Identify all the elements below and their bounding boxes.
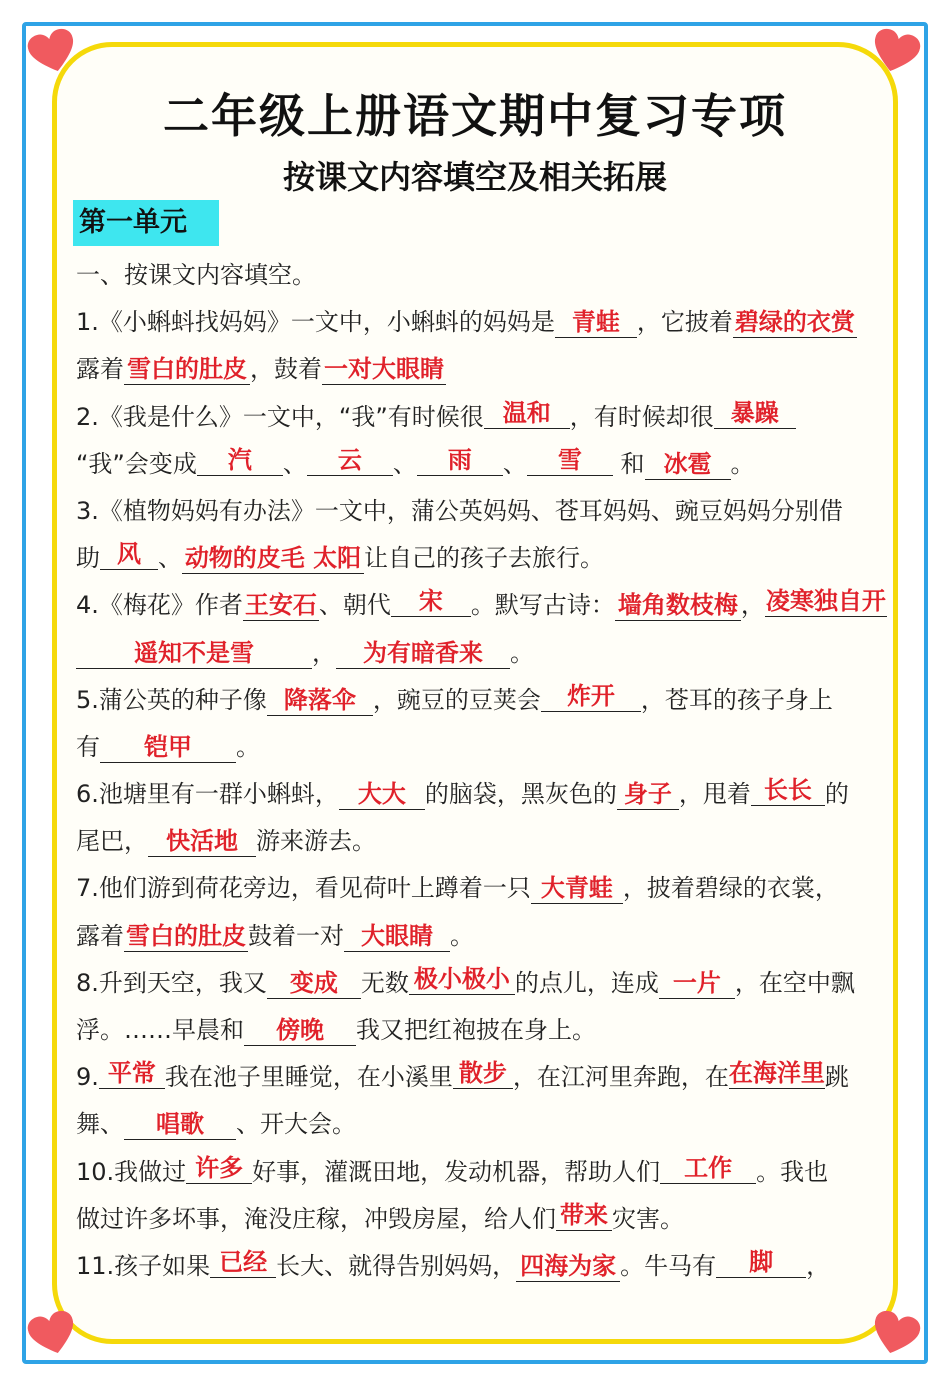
- answer-blank: 冰雹: [645, 449, 731, 480]
- question-5-line-2: 有 铠甲 。: [76, 732, 260, 761]
- question-7-line-2: 露着雪白的肚皮鼓着一对 大眼睛 。: [76, 921, 474, 950]
- answer-blank: 青蛙: [555, 307, 637, 338]
- question-5-line-1: 5.蒲公英的种子像 降落伞 ，豌豆的豆荚会 炸开 ，苍耳的孩子身上: [76, 681, 833, 714]
- answer-blank: 极小极小: [409, 964, 515, 995]
- question-9-line-2: 舞、 唱歌 、开大会。: [76, 1110, 356, 1139]
- question-4-line-2: 遥知不是雪 ， 为有暗香来 。: [76, 630, 898, 677]
- question-1-line-1: 1.《小蝌蚪找妈妈》一文中，小蝌蚪的妈妈是 青蛙 ，它披着碧绿的衣赏: [76, 308, 855, 337]
- answer-blank: 大青蛙: [531, 873, 623, 904]
- question-6-line-2: 尾巴， 快活地 游来游去。: [76, 827, 376, 856]
- answer-blank: 快活地: [148, 826, 256, 857]
- answer-blank: 动物的皮毛 太阳: [182, 543, 364, 574]
- answer-blank: 带来: [556, 1200, 612, 1231]
- page-title: 二年级上册语文期中复习专项: [163, 89, 787, 143]
- answer-blank: 碧绿的衣赏: [734, 308, 855, 337]
- answer-blank: 宋: [391, 586, 471, 617]
- answer-blank: 四海为家: [516, 1251, 620, 1282]
- page-subtitle: 按课文内容填空及相关拓展: [282, 158, 667, 196]
- answer-blank: 为有暗香来: [336, 638, 510, 669]
- answer-blank: 在海洋里: [728, 1059, 825, 1088]
- answer-blank: 铠甲: [100, 732, 236, 763]
- answer-blank: 长长: [751, 775, 825, 806]
- question-6-line-1: 6.池塘里有一群小蝌蚪， 大大 的脑袋，黑灰色的 身子 ，甩着 长长 的: [76, 776, 849, 809]
- question-2-line-1: 2.《我是什么》一文中，“我”有时候很 温和 ，有时候却很 暴躁: [76, 394, 898, 441]
- answer-blank: 雪白的肚皮: [124, 354, 250, 385]
- answer-blank: 凌寒独自开: [765, 587, 886, 616]
- question-10-line-2: 做过许多坏事，淹没庄稼，冲毁房屋，给人们 带来 灾害。: [76, 1200, 684, 1233]
- worksheet-content: [76, 252, 898, 1290]
- question-8-line-1: 8.升到天空，我又 变成 无数 极小极小 的点儿，连成 一片 ，在空中飘: [76, 964, 855, 997]
- question-10-line-1: 10.我做过 许多 好事，灌溉田地，发动机器，帮助人们 工作 。我也: [76, 1153, 829, 1186]
- question-3-line-2: 助 风 、 动物的皮毛 太阳 让自己的孩子去旅行。: [76, 540, 604, 573]
- answer-blank: 墙角数枝梅: [615, 590, 741, 621]
- answer-blank: 云: [307, 445, 393, 476]
- answer-blank: 傍晚: [244, 1015, 356, 1046]
- answer-blank: 遥知不是雪: [76, 638, 312, 669]
- question-8-line-2: 浮。……早晨和 傍晚 我又把红袍披在身上。: [76, 1016, 596, 1044]
- answer-blank: 炸开: [541, 681, 641, 712]
- answer-blank: 王安石: [244, 591, 317, 620]
- answer-blank: 雪: [527, 445, 613, 476]
- answer-blank: 工作: [660, 1153, 756, 1184]
- answer-blank: 唱歌: [124, 1109, 236, 1140]
- answer-blank: 一对大眼睛: [324, 355, 444, 384]
- question-3-line-1: 3.《植物妈妈有办法》一文中，蒲公英妈妈、苍耳妈妈、豌豆妈妈分别借: [76, 496, 843, 525]
- answer-blank: 身子: [617, 779, 679, 810]
- answer-blank: 暴躁: [714, 398, 796, 429]
- question-1-line-2: 露着 雪白的肚皮 ，鼓着一对大眼睛: [76, 355, 444, 384]
- answer-blank: 大大: [339, 779, 425, 810]
- answer-blank: 脚: [716, 1247, 806, 1278]
- answer-blank: 降落伞: [267, 685, 373, 716]
- answer-blank: 雨: [417, 445, 503, 476]
- question-7-line-1: 7.他们游到荷花旁边，看见荷叶上蹲着一只 大青蛙 ，披着碧绿的衣裳，: [76, 874, 839, 903]
- question-2-line-2: “我”会变成 汽 、 云 、 雨 、 雪 和 冰雹 。: [76, 445, 755, 478]
- answer-blank: 大眼睛: [344, 921, 450, 952]
- answer-blank: 雪白的肚皮: [126, 921, 246, 950]
- question-11-line-1: 11.孩子如果 已经 长大、就得告别妈妈， 四海为家 。牛马有 脚 ，: [76, 1247, 831, 1280]
- answer-blank: 风: [100, 539, 158, 570]
- answer-blank: 变成: [267, 968, 361, 999]
- question-4-line-1: 4.《梅花》作者王安石、朝代 宋 。默写古诗： 墙角数枝梅 ，凌寒独自开: [76, 587, 886, 620]
- answer-blank: 散步: [453, 1058, 513, 1089]
- answer-blank: 平常: [99, 1058, 165, 1089]
- question-9-line-1: 9. 平常 我在池子里睡觉，在小溪里 散步 ，在江河里奔跑，在在海洋里跳: [76, 1059, 849, 1092]
- answer-blank: 一片: [659, 968, 735, 999]
- section-heading: 一、按课文内容填空。: [76, 261, 316, 289]
- answer-blank: 温和: [484, 398, 570, 429]
- unit-badge: 第一单元: [73, 200, 219, 246]
- answer-blank: 许多: [186, 1153, 252, 1184]
- answer-blank: 已经: [210, 1247, 276, 1278]
- answer-blank: 汽: [197, 445, 283, 476]
